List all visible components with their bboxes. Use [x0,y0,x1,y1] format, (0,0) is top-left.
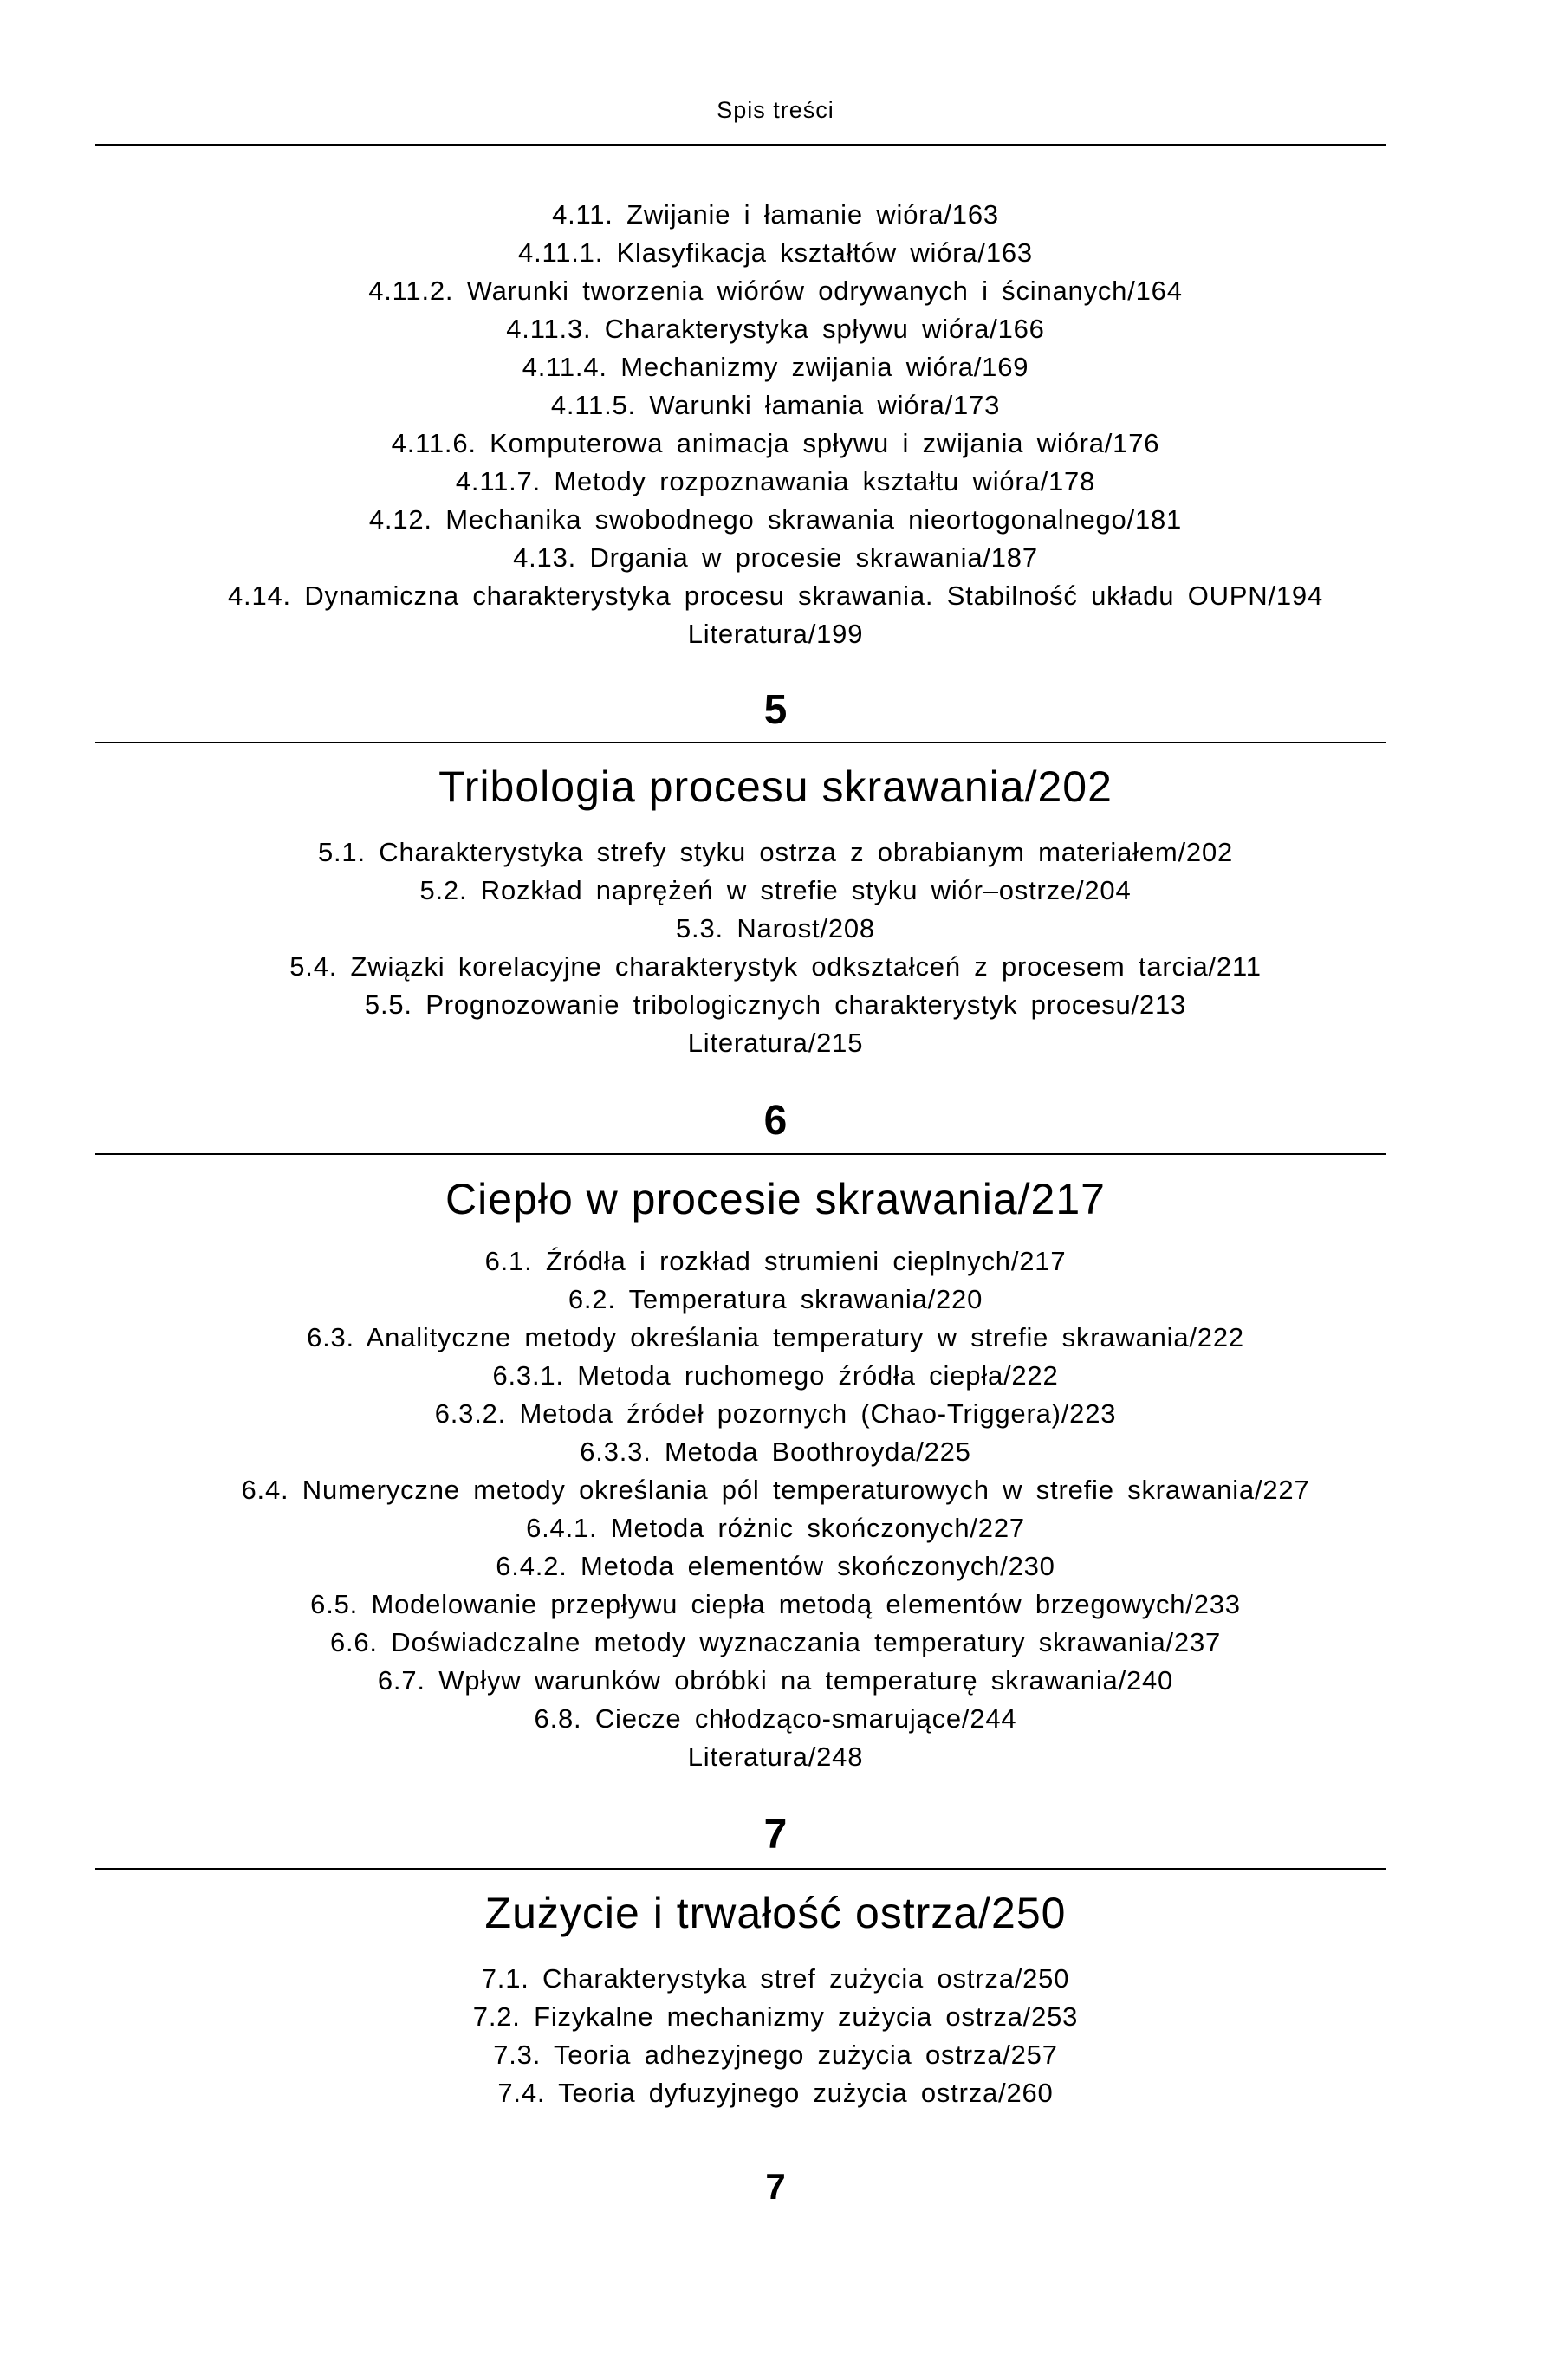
toc-entry: 4.11.7. Metody rozpoznawania kształtu wióra/178 [455,466,1096,496]
chapter-5-title: Tribologia procesu skrawania/202 [438,762,1113,811]
chapter-7-number: 7 [763,1812,788,1858]
header-rule [95,144,1386,146]
toc-entry: 5.3. Narost/208 [676,913,875,944]
toc-entry: 4.11.1. Klasyfikacja kształtów wióra/163 [518,237,1033,268]
toc-entry: 6.3.3. Metoda Boothroyda/225 [580,1436,971,1467]
toc-entry: 6.8. Ciecze chłodząco-smarujące/244 [534,1703,1017,1734]
toc-section-6-block [0,1242,1551,1776]
toc-entry: 5.1. Charakterystyka strefy styku ostrza z obrabianym materiałem/202 [317,837,1234,867]
chapter-6-rule [95,1153,1386,1155]
toc-entry: 5.4. Związki korelacyjne charakterystyk odkształceń z procesem tarcia/211 [289,951,1262,982]
toc-section-4-block [0,196,1551,653]
toc-entry: 7.4. Teoria dyfuzyjnego zużycia ostrza/260 [497,2078,1054,2108]
toc-entry: 7.1. Charakterystyka stref zużycia ostrza/250 [481,1963,1070,1994]
toc-entry: 6.5. Modelowanie przepływu ciepła metodą elementów brzegowych/233 [310,1589,1241,1619]
toc-section-5-block [0,833,1551,1062]
toc-entry: 6.4. Numeryczne metody określania pól temperaturowych w strefie skrawania/227 [241,1475,1310,1505]
toc-section-7-block [0,1960,1551,2112]
chapter-6-number: 6 [763,1098,788,1144]
toc-entry: 4.11.4. Mechanizmy zwijania wióra/169 [522,352,1029,382]
toc-entry: 6.3.1. Metoda ruchomego źródła ciepła/222 [492,1360,1059,1391]
toc-entry: 6.6. Doświadczalne metody wyznaczania temperatury skrawania/237 [329,1627,1222,1657]
toc-entry: 5.5. Prognozowanie tribologicznych charakterystyk procesu/213 [364,989,1187,1020]
toc-entry: 4.12. Mechanika swobodnego skrawania nieortogonalnego/181 [368,504,1183,535]
toc-entry: 4.11.3. Charakterystyka spływu wióra/166 [506,314,1045,344]
toc-entry: 6.4.2. Metoda elementów skończonych/230 [496,1551,1055,1581]
toc-entry: 4.11.2. Warunki tworzenia wiórów odrywanych i ścinanych/164 [368,276,1183,306]
page-number: 7 [765,2166,786,2207]
chapter-5-number: 5 [763,687,788,733]
toc-entry: 4.11.6. Komputerowa animacja spływu i zwijania wióra/176 [391,428,1160,458]
toc-entry-literature: Literatura/199 [687,619,864,649]
toc-entry: 6.3.2. Metoda źródeł pozornych (Chao-Triggera)/223 [434,1398,1117,1429]
running-head: Spis treści [717,97,834,123]
toc-entry: 6.4.1. Metoda różnic skończonych/227 [526,1513,1025,1543]
toc-entry: 5.2. Rozkład naprężeń w strefie styku wiór–ostrze/204 [419,875,1132,905]
toc-entry: 4.11.5. Warunki łamania wióra/173 [550,390,1001,420]
chapter-5-rule [95,742,1386,743]
toc-entry: 6.7. Wpływ warunków obróbki na temperaturę skrawania/240 [377,1665,1174,1696]
toc-entry: 4.13. Drgania w procesie skrawania/187 [513,542,1038,573]
toc-entry: 6.2. Temperatura skrawania/220 [568,1284,983,1314]
chapter-7-rule [95,1868,1386,1870]
toc-entry: 7.3. Teoria adhezyjnego zużycia ostrza/257 [493,2040,1058,2070]
toc-entry: 7.2. Fizykalne mechanizmy zużycia ostrza/253 [472,2001,1079,2032]
chapter-7-title: Zużycie i trwałość ostrza/250 [484,1889,1067,1937]
toc-entry: 4.14. Dynamiczna charakterystyka procesu skrawania. Stabilność układu OUPN/194 [227,580,1323,611]
toc-entry-literature: Literatura/215 [687,1028,864,1058]
toc-entry-literature: Literatura/248 [687,1741,864,1772]
toc-entry: 4.11. Zwijanie i łamanie wióra/163 [552,199,999,230]
toc-entry: 6.3. Analityczne metody określania temperatury w strefie skrawania/222 [307,1322,1244,1352]
toc-entry: 6.1. Źródła i rozkład strumieni cieplnych/217 [484,1246,1067,1276]
chapter-6-title: Ciepło w procesie skrawania/217 [445,1175,1106,1223]
